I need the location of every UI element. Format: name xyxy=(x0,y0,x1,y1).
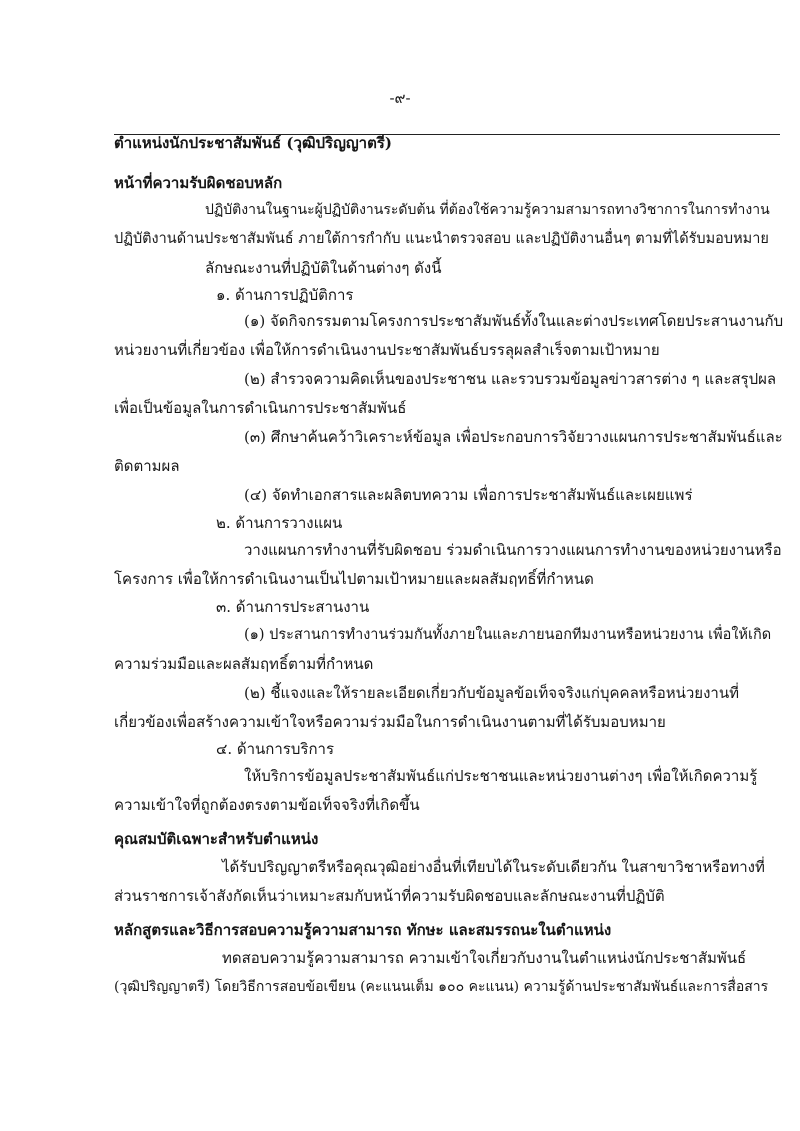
duties-heading: หน้าที่ความรับผิดชอบหลัก xyxy=(114,174,283,192)
coordination-item-1: (๑) ประสานการทำงานร่วมกันทั้งภายในและภายนอกทีมงานหรือหน่วยงาน เพื่อให้เกิด xyxy=(244,627,772,643)
qualifications-heading: คุณสมบัติเฉพาะสำหรับตำแหน่ง xyxy=(114,830,319,848)
service-paragraph-cont: ความเข้าใจที่ถูกต้องตรงตามข้อเท็จจริงที่เกิดขึ้น xyxy=(114,796,420,814)
coordination-item-2: (๒) ชี้แจงและให้รายละเอียดเกี่ยวกับข้อมูลข้อเท็จจริงแก่บุคคลหรือหน่วยงานที่ xyxy=(244,684,739,702)
section-title-service: ๔. ด้านการบริการ xyxy=(216,740,335,758)
operations-item-4: (๔) จัดทำเอกสารและผลิตบทความ เพื่อการประชาสัมพันธ์และเผยแพร่ xyxy=(244,486,693,504)
header-rule xyxy=(114,134,780,135)
duties-intro-line: ปฏิบัติงานในฐานะผู้ปฏิบัติงานระดับต้น ที่ต้องใช้ความรู้ความสามารถทางวิชาการในการทำงาน xyxy=(205,202,770,218)
section-title-coordination: ๓. ด้านการประสานงาน xyxy=(216,598,370,616)
coordination-item-2-cont: เกี่ยวข้องเพื่อสร้างความเข้าใจหรือความร่วมมือในการดำเนินงานตามที่ได้รับมอบหมาย xyxy=(114,713,666,731)
position-title: ตำแหน่งนักประชาสัมพันธ์ (วุฒิปริญญาตรี) xyxy=(114,134,392,152)
coordination-item-1-cont: ความร่วมมือและผลสัมฤทธิ์ตามที่กำหนด xyxy=(114,655,374,673)
exam-line: (วุฒิปริญญาตรี) โดยวิธีการสอบข้อเขียน (คะแนนเต็ม ๑๐๐ คะแนน) ความรู้ด้านประชาสัมพันธ์และการสื่อสาร xyxy=(114,979,769,995)
service-paragraph: ให้บริการข้อมูลประชาสัมพันธ์แก่ประชาชนและหน่วยงานต่างๆ เพื่อให้เกิดความรู้ xyxy=(244,767,758,785)
page-number: -๙- xyxy=(389,89,411,107)
duties-intro-line: ลักษณะงานที่ปฏิบัติในด้านต่างๆ ดังนี้ xyxy=(205,259,442,277)
qualifications-line: ได้รับปริญญาตรีหรือคุณวุฒิอย่างอื่นที่เทียบได้ในระดับเดียวกัน ในสาขาวิชาหรือทางที่ xyxy=(222,858,765,876)
section-title-planning: ๒. ด้านการวางแผน xyxy=(216,514,343,532)
duties-intro-line: ปฏิบัติงานด้านประชาสัมพันธ์ ภายใต้การกำกับ แนะนำตรวจสอบ และปฏิบัติงานอื่นๆ ตามที่ได้รับมอบหมาย xyxy=(114,231,769,247)
qualifications-line: ส่วนราชการเจ้าสังกัดเห็นว่าเหมาะสมกับหน้าที่ความรับผิดชอบและลักษณะงานที่ปฏิบัติ xyxy=(114,887,665,905)
operations-item-1: (๑) จัดกิจกรรมตามโครงการประชาสัมพันธ์ทั้งในและต่างประเทศโดยประสานงานกับ xyxy=(244,312,784,330)
exam-line: ทดสอบความรู้ความสามารถ ความเข้าใจเกี่ยวกับงานในตำแหน่งนักประชาสัมพันธ์ xyxy=(222,949,747,967)
planning-paragraph: วางแผนการทำงานที่รับผิดชอบ ร่วมดำเนินการวางแผนการทำงานของหน่วยงานหรือ xyxy=(244,541,782,559)
planning-paragraph-cont: โครงการ เพื่อให้การดำเนินงานเป็นไปตามเป้าหมายและผลสัมฤทธิ์ที่กำหนด xyxy=(114,570,594,588)
exam-heading: หลักสูตรและวิธีการสอบความรู้ความสามารถ ทักษะ และสมรรถนะในตำแหน่ง xyxy=(114,921,612,939)
operations-item-2: (๒) สำรวจความคิดเห็นของประชาชน และรวบรวมข้อมูลข่าวสารต่าง ๆ และสรุปผล xyxy=(244,370,777,388)
operations-item-3-cont: ติดตามผล xyxy=(114,457,180,475)
operations-item-1-cont: หน่วยงานที่เกี่ยวข้อง เพื่อให้การดำเนินงานประชาสัมพันธ์บรรลุผลสำเร็จตามเป้าหมาย xyxy=(114,341,660,359)
section-title-operations: ๑. ด้านการปฏิบัติการ xyxy=(216,286,354,304)
operations-item-3: (๓) ศึกษาค้นคว้าวิเคราะห์ข้อมูล เพื่อประกอบการวิจัยวางแผนการประชาสัมพันธ์และ xyxy=(244,428,783,446)
operations-item-2-cont: เพื่อเป็นข้อมูลในการดำเนินการประชาสัมพันธ์ xyxy=(114,399,407,417)
